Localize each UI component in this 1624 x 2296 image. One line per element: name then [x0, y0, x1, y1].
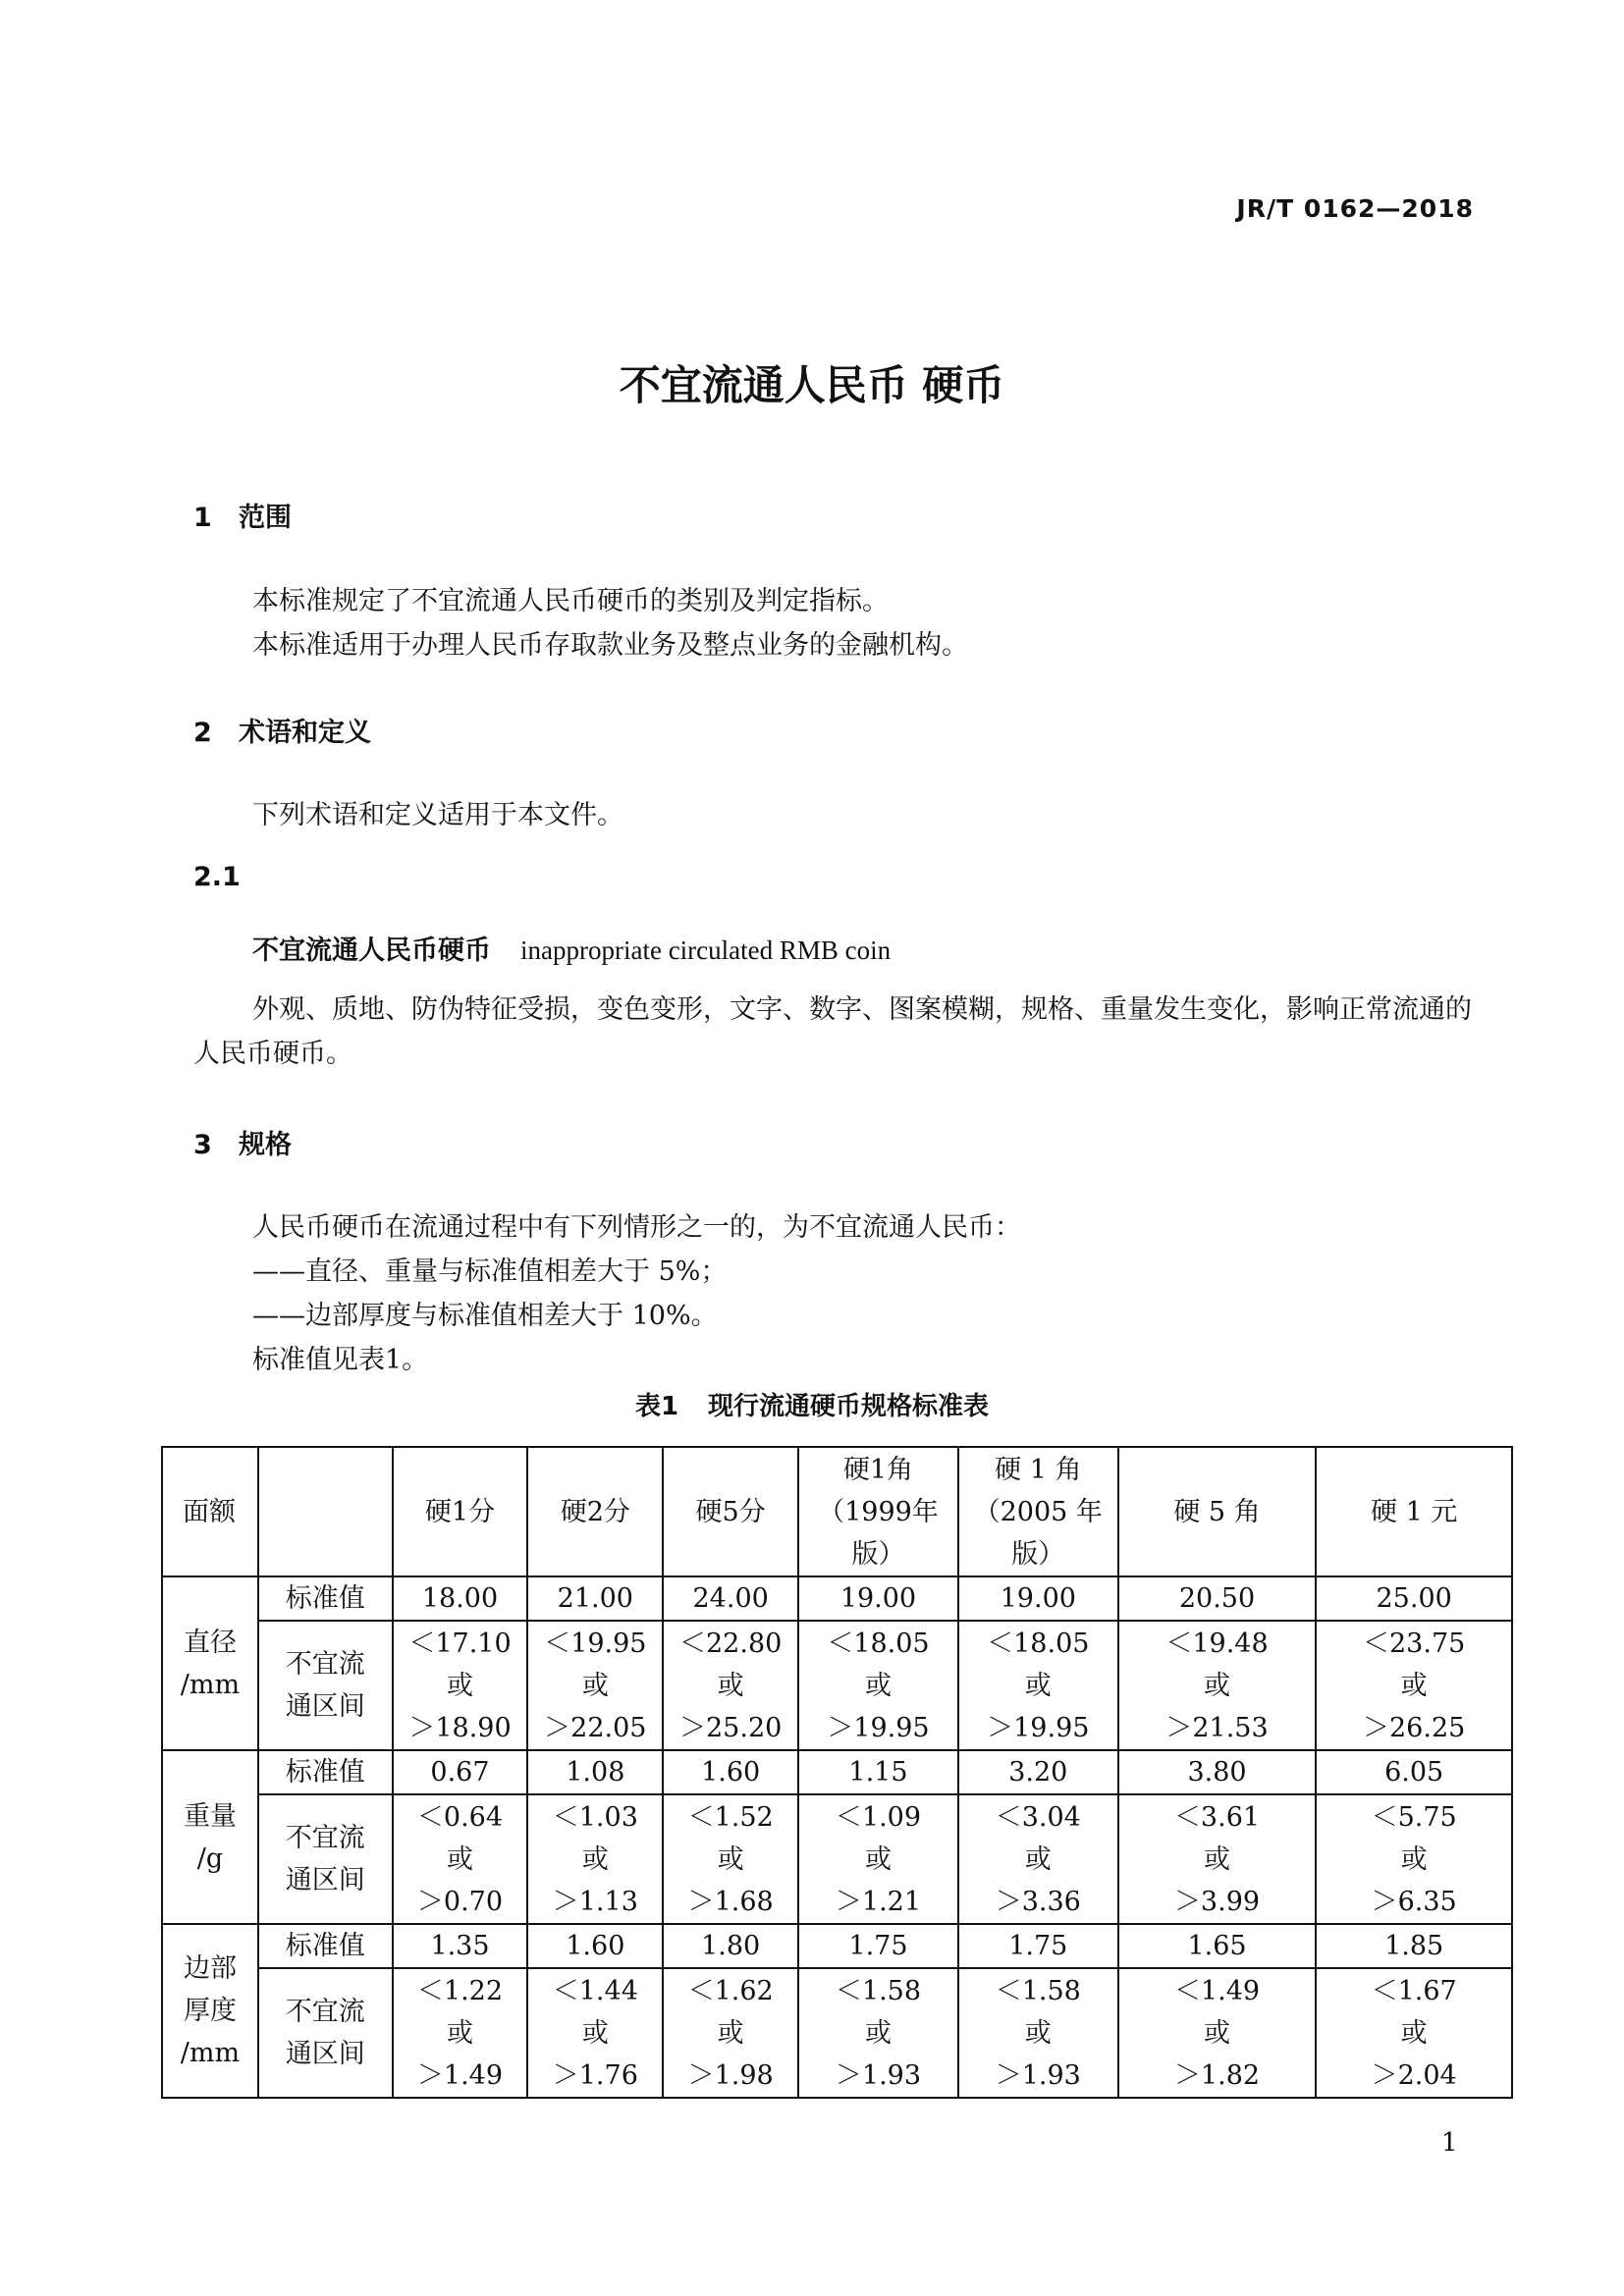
term-chinese: 不宜流通人民币硬币	[252, 935, 491, 966]
table-cell: ＜17.10 或 ＞18.90	[393, 1621, 528, 1750]
section-1-heading	[193, 496, 292, 534]
table-cell: ＜19.95 或 ＞22.05	[527, 1621, 663, 1750]
section-title: 范围	[239, 503, 292, 533]
table-cell: ＜1.58 或 ＞1.93	[798, 1968, 958, 2098]
table-cell: 20.50	[1118, 1576, 1317, 1621]
table-cell: ＜5.75 或 ＞6.35	[1316, 1794, 1512, 1924]
table-cell: ＜3.04 或 ＞3.36	[958, 1794, 1118, 1924]
table-title: 现行流通硬币规格标准表	[708, 1392, 990, 1421]
table-caption	[0, 1386, 1624, 1422]
table-cell: ＜1.49 或 ＞1.82	[1118, 1968, 1317, 2098]
denomination-header: 面额	[162, 1447, 258, 1576]
section-3-heading	[193, 1123, 292, 1161]
table-number: 表1	[634, 1392, 679, 1421]
table-cell: ＜1.58 或 ＞1.93	[958, 1968, 1118, 2098]
coin-spec-table	[161, 1446, 1513, 2099]
section-number: 2.1	[193, 862, 241, 892]
table-cell: 1.35	[393, 1924, 528, 1968]
paragraph: 本标准规定了不宜流通人民币硬币的类别及判定指标。	[252, 586, 889, 616]
table-cell: 1.15	[798, 1750, 958, 1794]
table-cell: ＜1.03 或 ＞1.13	[527, 1794, 663, 1924]
table-cell: 25.00	[1316, 1576, 1512, 1621]
row-group-label: 直径 /mm	[162, 1576, 258, 1750]
table-row	[162, 1576, 1512, 1621]
section-number: 1	[193, 503, 212, 533]
list-item: ——直径、重量与标准值相差大于 5%；	[252, 1256, 728, 1287]
table-cell: 1.65	[1118, 1924, 1317, 1968]
table-cell: 24.00	[663, 1576, 798, 1621]
table-cell: 1.75	[958, 1924, 1118, 1968]
table-cell: 3.80	[1118, 1750, 1317, 1794]
empty-header-cell	[258, 1447, 393, 1576]
range-label: 不宜流 通区间	[258, 1621, 393, 1750]
table-cell: ＜23.75 或 ＞26.25	[1316, 1621, 1512, 1750]
section-title: 规格	[239, 1130, 292, 1160]
table-cell: 21.00	[527, 1576, 663, 1621]
section-1-body	[252, 579, 968, 667]
paragraph: 标准值见表1。	[252, 1345, 429, 1375]
table-cell: ＜1.67 或 ＞2.04	[1316, 1968, 1512, 2098]
table-row	[162, 1968, 1512, 2098]
document-title: 不宜流通人民币 硬币	[619, 361, 1005, 409]
table-cell: 1.60	[663, 1750, 798, 1794]
column-header: 硬1角 （1999年 版）	[798, 1447, 958, 1576]
table-cell: 6.05	[1316, 1750, 1512, 1794]
section-3-body	[252, 1205, 1021, 1382]
table-cell: ＜18.05 或 ＞19.95	[958, 1621, 1118, 1750]
standard-label: 标准值	[258, 1750, 393, 1794]
term-english: inappropriate circulated RMB coin	[520, 935, 892, 965]
section-number: 2	[193, 718, 212, 748]
table-cell: 3.20	[958, 1750, 1118, 1794]
table-cell: ＜1.22 或 ＞1.49	[393, 1968, 528, 2098]
column-header: 硬2分	[527, 1447, 663, 1576]
table-row	[162, 1794, 1512, 1924]
table-cell: 1.60	[527, 1924, 663, 1968]
table-cell: ＜22.80 或 ＞25.20	[663, 1621, 798, 1750]
column-header: 硬 5 角	[1118, 1447, 1317, 1576]
table-row	[162, 1621, 1512, 1750]
table-cell: 18.00	[393, 1576, 528, 1621]
section-title: 术语和定义	[239, 718, 371, 748]
table-cell: ＜19.48 或 ＞21.53	[1118, 1621, 1317, 1750]
paragraph: 本标准适用于办理人民币存取款业务及整点业务的金融机构。	[252, 630, 968, 661]
list-item: ——边部厚度与标准值相差大于 10%。	[252, 1301, 718, 1331]
row-group-label: 重量 /g	[162, 1750, 258, 1924]
column-header: 硬 1 角 （2005 年 版）	[958, 1447, 1118, 1576]
table-cell: ＜18.05 或 ＞19.95	[798, 1621, 958, 1750]
standard-code: JR/T 0162—2018	[1236, 194, 1474, 223]
row-group-label: 边部 厚度 /mm	[162, 1924, 258, 2098]
table-cell: 19.00	[798, 1576, 958, 1621]
term-definition: 外观、质地、防伪特征受损，变色变形，文字、数字、图案模糊，规格、重量发生变化，影响正常流通的人民币硬币。	[193, 994, 1472, 1069]
table-cell: 19.00	[958, 1576, 1118, 1621]
table-cell: ＜3.61 或 ＞3.99	[1118, 1794, 1317, 1924]
paragraph: 人民币硬币在流通过程中有下列情形之一的，为不宜流通人民币：	[252, 1212, 1021, 1243]
table-cell: 1.08	[527, 1750, 663, 1794]
section-2-1-heading	[193, 862, 239, 892]
table-cell: 0.67	[393, 1750, 528, 1794]
table-cell: 1.85	[1316, 1924, 1512, 1968]
table-row	[162, 1924, 1512, 1968]
table-cell: ＜0.64 或 ＞0.70	[393, 1794, 528, 1924]
section-2-heading	[193, 711, 371, 749]
column-header: 硬5分	[663, 1447, 798, 1576]
table-cell: 1.75	[798, 1924, 958, 1968]
table-cell: ＜1.52 或 ＞1.68	[663, 1794, 798, 1924]
term-entry	[252, 929, 891, 967]
table-cell: ＜1.44 或 ＞1.76	[527, 1968, 663, 2098]
table-cell: 1.80	[663, 1924, 798, 1968]
section-number: 3	[193, 1130, 212, 1160]
table-header-row	[162, 1447, 1512, 1576]
table-cell: ＜1.62 或 ＞1.98	[663, 1968, 798, 2098]
table-cell: ＜1.09 或 ＞1.21	[798, 1794, 958, 1924]
paragraph: 下列术语和定义适用于本文件。	[252, 800, 623, 830]
standard-label: 标准值	[258, 1576, 393, 1621]
column-header: 硬1分	[393, 1447, 528, 1576]
section-2-body	[252, 793, 623, 837]
standard-label: 标准值	[258, 1924, 393, 1968]
table-row	[162, 1750, 1512, 1794]
column-header: 硬 1 元	[1316, 1447, 1512, 1576]
range-label: 不宜流 通区间	[258, 1968, 393, 2098]
page-number: 1	[1441, 2128, 1458, 2158]
range-label: 不宜流 通区间	[258, 1794, 393, 1924]
